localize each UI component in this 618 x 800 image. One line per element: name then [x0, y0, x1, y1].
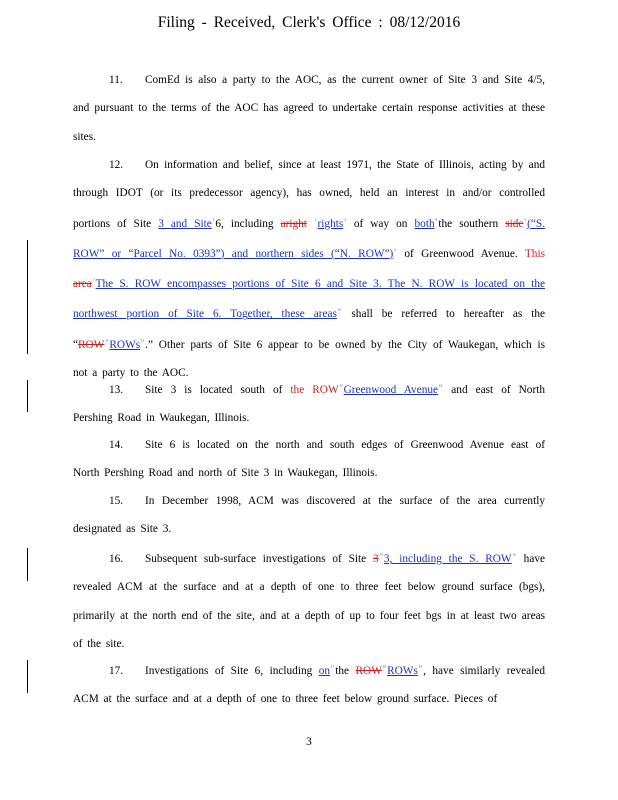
revision-marker: ¹³ [339, 385, 343, 390]
filing-header: Filing - Received, Clerk's Office : 08/12/2016 [157, 14, 461, 31]
highlighted-text: the ROW [290, 384, 339, 396]
text-run: have revealed ACM at the surface and at a depth of one to three feet below ground surface (bgs), primarily at the north end of the site, and at a depth of up to four feet bgs in at least two areas of the site. [73, 553, 545, 650]
text-run: Subsequent sub-surface investigations of Site [145, 553, 367, 565]
revision-marker: ⁴ [435, 218, 438, 224]
deleted-text: ROW [78, 338, 105, 351]
revision-marker: ¹⁶ [512, 554, 516, 559]
revision-marker: ¹⁰ [337, 309, 342, 315]
highlighted-text: This [524, 247, 545, 260]
paragraph-text: ComEd is also a party to the AOC, as the current owner of Site 3 and Site 4/5, and pursuant to the terms of the AOC has agreed to undertake certain response activities at these sites. [73, 74, 545, 143]
revision-marker: ⁷ [92, 279, 95, 285]
text-run: of way on [353, 217, 408, 230]
revision-bar [27, 240, 28, 354]
inserted-text: (“S. ROW” or “Parcel No. 0393”) and northern sides (“N. ROW”) [73, 217, 546, 260]
text-run: Site 3 is located south of [145, 384, 283, 396]
revision-bar [27, 660, 28, 693]
deleted-text: side [505, 217, 524, 230]
text-run: and east of North Pershing Road in Waukegan, Illinois. [73, 384, 546, 425]
paragraph-number: 14. [109, 439, 124, 451]
text-run: the [335, 665, 350, 677]
revision-marker: ¹⁴ [439, 385, 443, 390]
revision-marker: ⁶ [394, 248, 397, 254]
text-run: of Greenwood Avenue. [404, 247, 518, 260]
revision-marker: ² [315, 218, 317, 224]
deleted-text: aright [280, 217, 307, 230]
inserted-text: Greenwood Avenue [343, 384, 439, 396]
revision-marker: ¹⁷ [331, 666, 335, 671]
revision-marker: ¹¹ [105, 339, 109, 345]
deleted-text: 3 [373, 553, 379, 565]
inserted-text: The S. ROW encompasses portions of Site 6 and Site 3. The N. ROW is located on the northwest portion of Site 6. Together, these areas [73, 278, 545, 321]
page-number: 3 [306, 736, 312, 748]
deleted-text: ROW [355, 665, 382, 677]
inserted-text: rights [317, 217, 344, 230]
paragraph-number: 17. [109, 665, 124, 677]
revision-marker: ¹⁸ [382, 666, 387, 671]
revision-marker: ⁵ [524, 218, 527, 224]
paragraph-text: Site 6 is located on the north and south edges of Greenwood Avenue east of North Pershing Road and north of Site 3 in Waukegan, Illinois. [73, 439, 545, 480]
revision-marker: ¹² [141, 339, 145, 345]
paragraph-11 [73, 66, 545, 151]
inserted-text: ROWs [109, 338, 141, 351]
revision-bar [27, 380, 28, 412]
revision-marker: ¹⁹ [418, 666, 423, 671]
text-run: Investigations of Site 6, including [145, 665, 313, 677]
text-run: 6, including [215, 217, 274, 230]
text-run: .” Other parts of Site 6 appear to be owned by the City of Waukegan, which is not a party to the AOC. [73, 338, 545, 380]
text-run: On information and belief, since at least 1971, the State of Illinois, acting by and through IDOT (or its predecessor agency), has owned, held an interest in and/or controlled portions of Site [73, 159, 545, 230]
revision-bar [27, 548, 28, 581]
inserted-text: 3, including the S. ROW [383, 553, 512, 565]
paragraph-number: 12. [109, 159, 124, 171]
paragraph-number: 11. [109, 74, 123, 86]
paragraph-number: 13. [109, 384, 124, 396]
paragraph-text: In December 1998, ACM was discovered at the surface of the area currently designated as Site 3. [73, 495, 545, 536]
revision-marker: ¹ [212, 218, 215, 224]
paragraph-13 [73, 374, 545, 433]
paragraph-17 [73, 655, 545, 714]
inserted-text: 3 and Site [158, 217, 212, 230]
text-run: , have similarly revealed ACM at the surface and at a depth of one to three feet below ground surface. Pieces of [73, 665, 545, 706]
paragraph-12 [73, 151, 545, 387]
paragraph-number: 16. [109, 553, 124, 565]
revision-marker: ³ [344, 218, 346, 224]
paragraph-14 [73, 431, 545, 488]
inserted-text: both [414, 217, 435, 230]
text-run: shall be referred to hereafter as the “ [73, 308, 546, 351]
revision-marker: ¹⁵ [379, 554, 383, 559]
paragraph-15 [73, 487, 545, 544]
paragraph-number: 15. [109, 495, 124, 507]
text-run: the southern [438, 217, 499, 230]
deleted-text: area [73, 278, 92, 291]
inserted-text: on [318, 665, 330, 677]
paragraph-16 [73, 543, 545, 658]
inserted-text: ROWs [387, 665, 418, 677]
